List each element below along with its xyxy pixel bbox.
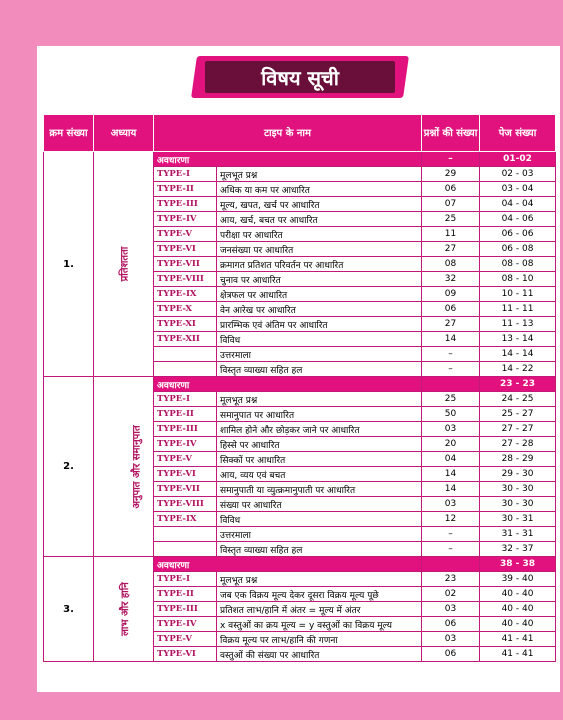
page-title: विषय सूची [205,61,395,93]
question-count: 14 [422,482,480,497]
chapter-name [94,152,154,377]
page-range: 30 - 30 [480,482,556,497]
type-name: चुनाव पर आधारित [217,272,422,287]
type-name: क्षेत्रफल पर आधारित [217,287,422,302]
type-code: TYPE-XI [154,317,217,332]
type-code [154,362,217,377]
type-name: विस्तृत व्याख्या सहित हल [217,542,422,557]
type-code: TYPE-VI [154,242,217,257]
type-name: प्रारम्भिक एवं अंतिम पर आधारित [217,317,422,332]
question-count: 09 [422,287,480,302]
question-count: 06 [422,617,480,632]
page-range: 13 - 14 [480,332,556,347]
page-range: 29 - 30 [480,467,556,482]
concept-row [44,557,556,572]
chapter-name-label: अनुपात और समानुपात [131,424,143,509]
concept-pages: 01-02 [480,152,556,167]
table-body [44,152,556,662]
question-count: 08 [422,257,480,272]
page-range: 30 - 30 [480,497,556,512]
page-range: 27 - 27 [480,422,556,437]
page-range: 10 - 11 [480,287,556,302]
type-code: TYPE-IV [154,212,217,227]
type-name: विविध [217,332,422,347]
question-count: 03 [422,632,480,647]
type-name: संख्या पर आधारित [217,497,422,512]
type-code: TYPE-VI [154,467,217,482]
concept-count [422,557,480,572]
concept-row [44,152,556,167]
page-range: 39 - 40 [480,572,556,587]
type-name: सिक्कों पर आधारित [217,452,422,467]
question-count: 27 [422,317,480,332]
type-name: मूल्य, खपत, खर्च पर आधारित [217,197,422,212]
type-name: अधिक या कम पर आधारित [217,182,422,197]
question-count: 25 [422,392,480,407]
type-name: उत्तरमाला [217,527,422,542]
type-name: उत्तरमाला [217,347,422,362]
type-code: TYPE-VII [154,257,217,272]
contents-table [43,114,556,662]
type-name: समानुपाती या व्युत्क्रमानुपाती पर आधारित [217,482,422,497]
type-name: मूलभूत प्रश्न [217,572,422,587]
type-name: आय, खर्च, बचत पर आधारित [217,212,422,227]
question-count: 07 [422,197,480,212]
type-name: मूलभूत प्रश्न [217,392,422,407]
type-code: TYPE-III [154,602,217,617]
type-name: विविध [217,512,422,527]
question-count: 23 [422,572,480,587]
chapter-serial: 3. [44,557,94,662]
page-range: 03 - 04 [480,182,556,197]
page-range: 41 - 41 [480,647,556,662]
type-code: TYPE-V [154,632,217,647]
question-count: 11 [422,227,480,242]
question-count: 29 [422,167,480,182]
question-count: 14 [422,467,480,482]
type-code: TYPE-IV [154,437,217,452]
question-count: 06 [422,302,480,317]
question-count: 04 [422,452,480,467]
type-name: प्रतिशत लाभ/हानि में अंतर = मूल्य में अंतर [217,602,422,617]
page-range: 40 - 40 [480,587,556,602]
concept-count: – [422,152,480,167]
chapter-name [94,377,154,557]
question-count: 14 [422,332,480,347]
question-count: 03 [422,497,480,512]
type-name: वस्तुओं की संख्या पर आधारित [217,647,422,662]
question-count: 27 [422,242,480,257]
concept-count [422,377,480,392]
page-range: 24 - 25 [480,392,556,407]
page-range: 04 - 06 [480,212,556,227]
type-code: TYPE-II [154,182,217,197]
header-page: पेज संख्या [480,115,556,152]
type-code: TYPE-IX [154,512,217,527]
question-count: 06 [422,182,480,197]
question-count: 03 [422,422,480,437]
concept-label: अवधारणा [154,152,422,167]
type-name: विक्रय मूल्य पर लाभ/हानि की गणना [217,632,422,647]
question-count: 06 [422,647,480,662]
type-code [154,542,217,557]
type-code [154,347,217,362]
type-code: TYPE-V [154,227,217,242]
page-range: 06 - 08 [480,242,556,257]
concept-label: अवधारणा [154,557,422,572]
page-range: 25 - 27 [480,407,556,422]
page-range: 11 - 13 [480,317,556,332]
page-range: 08 - 08 [480,257,556,272]
type-name: आय, व्यय एवं बचत [217,467,422,482]
chapter-name-label: प्रतिशतता [119,246,131,282]
type-code: TYPE-I [154,167,217,182]
type-code: TYPE-V [154,452,217,467]
header-row [44,115,556,152]
type-name: वेन आरेख पर आधारित [217,302,422,317]
type-name: मूलभूत प्रश्न [217,167,422,182]
page-range: 40 - 40 [480,617,556,632]
page-range: 14 - 22 [480,362,556,377]
header-chapter: अध्याय [94,115,154,152]
type-code: TYPE-IX [154,287,217,302]
type-code: TYPE-IV [154,617,217,632]
header-type-name: टाइप के नाम [154,115,422,152]
page-range: 32 - 37 [480,542,556,557]
page-range: 02 - 03 [480,167,556,182]
type-name: परीक्षा पर आधारित [217,227,422,242]
type-code: TYPE-XII [154,332,217,347]
type-code: TYPE-VII [154,482,217,497]
page-range: 31 - 31 [480,527,556,542]
type-code: TYPE-I [154,392,217,407]
type-name: क्रमागत प्रतिशत परिवर्तन पर आधारित [217,257,422,272]
question-count: – [422,542,480,557]
question-count: – [422,527,480,542]
question-count: 12 [422,512,480,527]
type-code: TYPE-III [154,422,217,437]
chapter-name-label: लाभ और हानि [119,582,131,636]
page [37,46,560,692]
question-count: 02 [422,587,480,602]
question-count: 32 [422,272,480,287]
concept-label: अवधारणा [154,377,422,392]
type-code: TYPE-II [154,587,217,602]
question-count: 03 [422,602,480,617]
page-range: 14 - 14 [480,347,556,362]
page-range: 08 - 10 [480,272,556,287]
type-name: विस्तृत व्याख्या सहित हल [217,362,422,377]
type-name: जब एक विक्रय मूल्य देकर दूसरा विक्रय मूल्य पूछे [217,587,422,602]
page-range: 28 - 29 [480,452,556,467]
chapter-serial: 1. [44,152,94,377]
type-name: समानुपात पर आधारित [217,407,422,422]
page-range: 30 - 31 [480,512,556,527]
type-code: TYPE-III [154,197,217,212]
question-count: 20 [422,437,480,452]
type-code: TYPE-VI [154,647,217,662]
question-count: 50 [422,407,480,422]
type-code: TYPE-VIII [154,497,217,512]
type-name: जनसंख्या पर आधारित [217,242,422,257]
question-count: – [422,362,480,377]
header-serial: क्रम संख्या [44,115,94,152]
type-name: x वस्तुओं का क्रय मूल्य = y वस्तुओं का विक्रय मूल्य [217,617,422,632]
type-name: शामिल होने और छोड़कर जाने पर आधारित [217,422,422,437]
page-range: 27 - 28 [480,437,556,452]
header-questions: प्रश्नों की संख्या [422,115,480,152]
page-range: 41 - 41 [480,632,556,647]
chapter-name [94,557,154,662]
concept-pages: 38 - 38 [480,557,556,572]
type-code: TYPE-II [154,407,217,422]
type-code: TYPE-VIII [154,272,217,287]
page-range: 40 - 40 [480,602,556,617]
chapter-serial: 2. [44,377,94,557]
type-code [154,527,217,542]
concept-pages: 23 - 23 [480,377,556,392]
question-count: 25 [422,212,480,227]
type-name: हिस्से पर आधारित [217,437,422,452]
concept-row [44,377,556,392]
page-range: 06 - 06 [480,227,556,242]
question-count: – [422,347,480,362]
page-range: 11 - 11 [480,302,556,317]
type-code: TYPE-X [154,302,217,317]
type-code: TYPE-I [154,572,217,587]
page-range: 04 - 04 [480,197,556,212]
